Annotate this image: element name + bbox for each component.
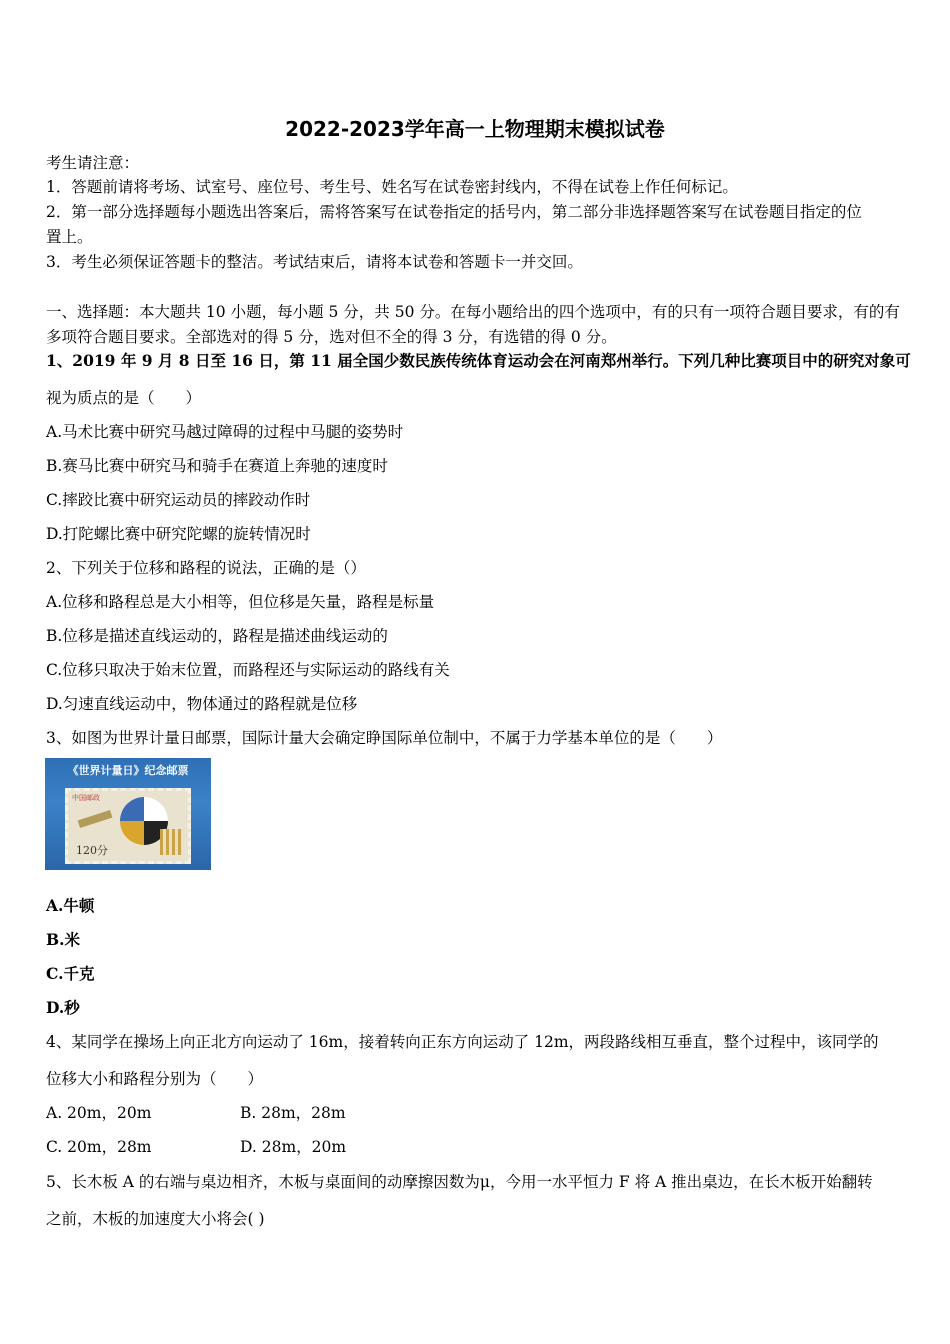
question-4-stem: 位移大小和路程分别为（ ） (46, 1070, 264, 1088)
question-5-stem: 5、长木板 A 的右端与桌边相齐，木板与桌面间的动摩擦因数为μ，今用一水平恒力 F 将 A 推出桌边，在长木板开始翻转 (46, 1173, 873, 1191)
option-b: B.位移是描述直线运动的，路程是描述曲线运动的 (46, 627, 388, 645)
option-c: C.位移只取决于始末位置，而路程还与实际运动的路线有关 (46, 661, 450, 679)
question-2-stem: 2、下列关于位移和路程的说法，正确的是（） (46, 559, 366, 577)
option-b: B.赛马比赛中研究马和骑手在赛道上奔驰的速度时 (46, 457, 388, 475)
ruler-icon (160, 829, 182, 855)
notice-heading: 考生请注意： (46, 154, 140, 172)
question-5-stem: 之前，木板的加速度大小将会( ) (46, 1210, 265, 1228)
stamp-value: 120分 (76, 844, 108, 857)
notice-item: 置上。 (46, 228, 93, 246)
question-1-stem: 视为质点的是（ ） (46, 389, 202, 407)
question-4-stem: 4、某同学在操场上向正北方向运动了 16m，接着转向正东方向运动了 12m，两段路线相互垂直，整个过程中，该同学的 (46, 1033, 879, 1051)
stamp-post-label: 中国邮政 (72, 794, 100, 802)
option-d: D.打陀螺比赛中研究陀螺的旋转情况时 (46, 525, 311, 543)
option-a: A. 20m，20m (46, 1104, 152, 1122)
option-a: A.马术比赛中研究马越过障碍的过程中马腿的姿势时 (46, 423, 404, 441)
option-c: C.摔跤比赛中研究运动员的摔跤动作时 (46, 491, 311, 509)
section-instructions: 多项符合题目要求。全部选对的得 5 分，选对但不全的得 3 分，有选错的得 0 分。 (46, 328, 617, 346)
option-a: A.牛顿 (46, 896, 95, 915)
stamp-banner: 《世界计量日》纪念邮票 (67, 764, 189, 777)
option-a: A.位移和路程总是大小相等，但位移是矢量，路程是标量 (46, 593, 435, 611)
notice-item: 3．考生必须保证答题卡的整洁。考试结束后，请将本试卷和答题卡一并交回。 (46, 253, 583, 271)
stamp-body (65, 788, 191, 864)
option-b: B.米 (46, 930, 80, 949)
notice-item: 2．第一部分选择题每小题选出答案后，需将答案写在试卷指定的括号内，第二部分非选择题答案写在试卷题目指定的位 (46, 203, 862, 221)
option-b: B. 28m，28m (240, 1104, 346, 1122)
section-instructions: 一、选择题：本大题共 10 小题，每小题 5 分，共 50 分。在每小题给出的四个选项中，有的只有一项符合题目要求，有的有 (46, 303, 900, 321)
stamp-image (45, 758, 211, 870)
question-3-stem: 3、如图为世界计量日邮票，国际计量大会确定睁国际单位制中，不属于力学基本单位的是（ ） (46, 729, 723, 747)
page-title: 2022-2023学年高一上物理期末模拟试卷 (285, 117, 665, 141)
option-c: C. 20m，28m (46, 1138, 152, 1156)
satellite-icon (78, 810, 113, 828)
option-d: D.秒 (46, 998, 80, 1017)
question-1-stem: 1、2019 年 9 月 8 日至 16 日，第 11 届全国少数民族传统体育运动会在河南郑州举行。下列几种比赛项目中的研究对象可 (46, 351, 911, 370)
option-d: D. 28m，20m (240, 1138, 347, 1156)
notice-item: 1．答题前请将考场、试室号、座位号、考生号、姓名写在试卷密封线内，不得在试卷上作任何标记。 (46, 178, 738, 196)
option-d: D.匀速直线运动中，物体通过的路程就是位移 (46, 695, 358, 713)
option-c: C.千克 (46, 964, 95, 983)
